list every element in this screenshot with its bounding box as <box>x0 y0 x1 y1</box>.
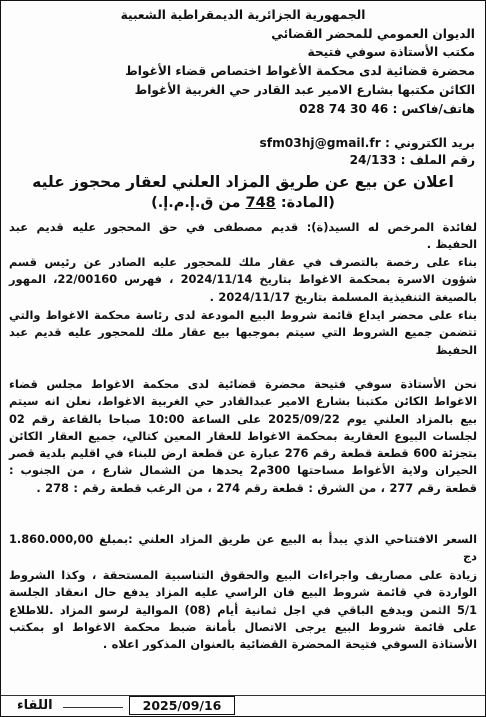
article-number: 748 <box>245 195 276 211</box>
footer-bar <box>1 695 485 716</box>
phone-line <box>11 101 475 117</box>
office-line: الديوان العمومي للمحضر القضائي <box>271 27 475 41</box>
phone-label: هاتف/فاكس : <box>392 102 475 116</box>
file-number: 24/133 <box>349 153 397 167</box>
conditions-paragraph: بناء على محضر ايداع قائمة شروط البيع المودعة لدى رئاسة محكمة الاغواط والتي تتضمن جميع الشروط التي سيتم بموجبها بيع عقار ملك للمحجور عليه قديم عبد الحفيظ <box>9 308 477 357</box>
footer-rule <box>63 707 123 708</box>
court-line: محضرة قضائية لدى محكمة الأغواط اختصاص قضاء الأغواط <box>125 64 475 78</box>
notice-title: اعلان عن بيع عن طريق المزاد العلني لعقار محجوز عليه <box>32 173 454 191</box>
article-prefix: (المادة <box>286 195 335 211</box>
article-reference: (المادة: 748 من ق.إ.م.إ.) <box>151 195 335 211</box>
email-line <box>11 135 475 151</box>
bailiff-line: مكتب الأستاذة سوفي فتيحة <box>307 45 475 59</box>
file-label: رقم الملف : <box>400 153 475 167</box>
file-line <box>11 152 475 168</box>
payment-terms-paragraph: زيادة على مصاريف واجراءات البيع والحقوق التناسبية المستحقة ، وكذا الشروط الواردة في قائمة شروط البيع فان الراسي عليه المزاد يدفع حال انعقاد الجلسة 5/1 الثمن ويدفع الباقي في اجل ثمانية أيام (08) الموالية لرسو المزاد .للاطلاع على قائمة شروط البيع يرجى الاتصال بأمانة ضبط محكمة الاغواط او بمكتب الأستاذة السوفي فتيحة المحضرة القضائية بالعنوان المذكور اعلاه . <box>9 568 477 652</box>
beneficiary-paragraph: لفائدة المرخص له السيد(ة): قديم مصطفى في حق المحجور عليه قديم عبد الحفيظ . <box>9 220 477 252</box>
email-address: sfm03hj@gmail.fr <box>259 136 381 150</box>
email-label: بريد الكتروني : <box>384 136 475 150</box>
newspaper-brand: اللقاء <box>17 698 53 713</box>
article-suffix: من ق.إ.م.إ.) <box>151 195 241 211</box>
republic-line: الجمهورية الجزائرية الديمقراطية الشعبية <box>120 8 366 22</box>
authorization-paragraph: بناء على رخصة بالتصرف في عقار ملك للمحجور عليه الصادر عن رئيس قسم شؤون الاسرة بمحكمة الاغواط بتاريخ 2024/11/14 ، فهرس 22/00160، المهور بالصيغة التنفيذية المسلمة بتاريخ 2024/11/17 . <box>9 255 477 304</box>
publication-date: 2025/09/16 <box>129 696 235 715</box>
phone-number: 028 74 30 46 <box>299 102 389 116</box>
opening-price-paragraph: السعر الافتتاحي الذي يبدأ به البيع عن طريق المزاد العلني :بمبلغ 1.860.000,00 دج <box>9 532 477 564</box>
address-line: الكائن مكتبها بشارع الامير عبد القادر حي الغربية الأغواط <box>134 83 475 97</box>
sale-announcement-paragraph: نحن الأستاذة سوفي فتيحة محضرة قضائية لدى محكمة الاغواط مجلس قضاء الاغواط الكائن مكتبنا بشارع الامير عبدالقادر حي الغربية الاغواط، نعلن انه سيتم بيع بالمزاد العلني يوم 2025/09/22 على الساعة 10:00 صباحا بالقاعة رقم 02 لجلسات البيوع العقارية بمحكمة الاغواط للعقار المعين كتالي، جميع العقار الكائن بتجزئة 600 قطعة قطعة رقم 276 عبارة عن قطعة ارض للبناء في اقليم بلدية قصر الحيران ولاية الأغواط مساحتها 300م2 يحدها من الشمال شارع ، من الجنوب : قطعة رقم 277 ، من الشرق : قطعة رقم 274 ، من الرغب قطعة رقم : 278 . <box>9 377 478 495</box>
